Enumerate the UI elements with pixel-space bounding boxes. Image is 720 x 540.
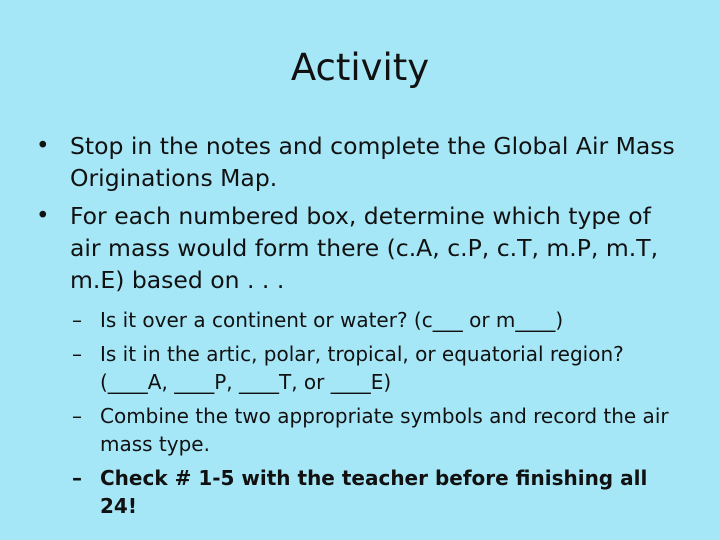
dash-marker: –: [72, 404, 82, 428]
bullet-item-2: [36, 200, 686, 520]
sub-bullet-item-1: [70, 306, 686, 334]
bullet-item-1: [36, 130, 686, 194]
sub-bullet-list: [70, 306, 686, 520]
bullet-text: For each numbered box, determine which type of air mass would form there (c.A, c.P, c.T, m.P, m.T, m.E) based on . . .: [70, 202, 659, 294]
sub-bullet-text: Is it over a continent or water? (c___ or m____): [100, 308, 564, 332]
dash-marker: –: [72, 342, 82, 366]
dash-marker: –: [72, 308, 82, 332]
sub-bullet-text: Check # 1-5 with the teacher before finishing all 24!: [100, 466, 648, 518]
slide-title: Activity: [290, 46, 430, 89]
sub-bullet-item-4: [70, 464, 686, 520]
dash-marker: –: [72, 466, 82, 490]
bullet-list: [36, 130, 686, 526]
sub-bullet-item-3: [70, 402, 686, 458]
sub-bullet-text: Combine the two appropriate symbols and record the air mass type.: [100, 404, 669, 456]
bullet-marker: •: [36, 203, 50, 229]
bullet-text: Stop in the notes and complete the Global Air Mass Originations Map.: [70, 132, 675, 192]
bullet-marker: •: [36, 133, 50, 159]
sub-bullet-text: Is it in the artic, polar, tropical, or equatorial region? (____A, ____P, ____T, or ____E): [100, 342, 624, 394]
sub-bullet-item-2: [70, 340, 686, 396]
